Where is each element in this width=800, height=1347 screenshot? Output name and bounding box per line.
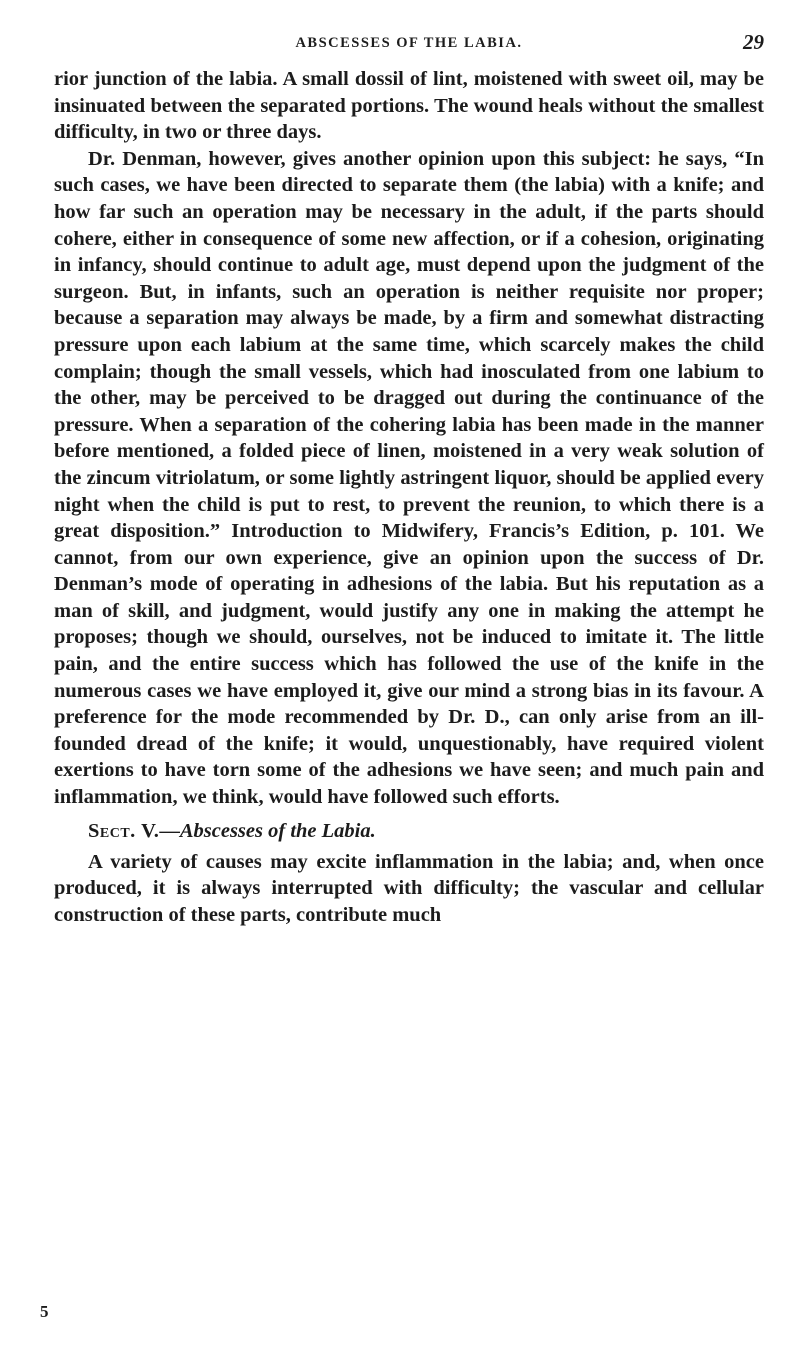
book-page <box>54 26 764 928</box>
section-title: Abscesses of the Labia. <box>179 819 376 842</box>
section-heading <box>54 817 764 845</box>
paragraph-abscesses: A variety of causes may excite inflammation in the labia; and, when once produced, it is always interrupted with difficulty; the vascular and cellular construction of these parts, contribute much <box>54 850 764 926</box>
running-head <box>54 26 764 66</box>
running-head-title: ABSCESSES OF THE LABIA. <box>295 35 523 51</box>
body-text <box>54 66 764 928</box>
page-number: 29 <box>743 30 764 54</box>
section-dash: — <box>159 819 180 842</box>
paragraph-continuation: rior junction of the labia. A small dossil of lint, moistened with sweet oil, may be insinuated between the separated portions. The wound heals without the smallest difficulty, in two or three days. <box>54 68 764 144</box>
signature-mark: 5 <box>40 1302 49 1321</box>
section-label: Sect. V. <box>88 819 160 842</box>
paragraph-denman-quote: Dr. Denman, however, gives another opinion upon this subject: he says, “In such cases, we have been directed to separate them (the labia) with a knife; and how far such an operation may be necessary in the adult, if the parts should cohere, either in consequence of some new affection, or if a cohesion, originating in infancy, should continue to adult age, must depend upon the judgment of the surgeon. But, in infants, such an operation is neither requisite nor proper; because a separation may always be made, by a firm and somewhat distracting pressure upon each labium at the same time, which scarcely makes the child complain; though the small vessels, which had inosculated from one labium to the other, may be perceived to be dragged out during the continuance of the pressure. When a separation of the cohering labia has been made in the manner before mentioned, a folded piece of linen, moistened in a very weak solution of the zincum vitriolatum, or some lightly astringent liquor, should be applied every night when the child is put to rest, to prevent the reunion, to which there is a great disposition.” Introduction to Midwifery, Francis’s Edition, p. 101. We cannot, from our own experience, give an opinion upon the success of Dr. Denman’s mode of operating in adhesions of the labia. But his reputation as a man of skill, and judgment, would justify any one in making the attempt he proposes; though we should, ourselves, not be induced to imitate it. The little pain, and the entire success which has followed the use of the knife in the numerous cases we have employed it, give our mind a strong bias in its favour. A preference for the mode recommended by Dr. D., can only arise from an ill-founded dread of the knife; it would, unquestionably, have required violent exertions to have torn some of the adhesions we have seen; and much pain and inflammation, we think, would have followed such efforts. <box>54 147 764 809</box>
